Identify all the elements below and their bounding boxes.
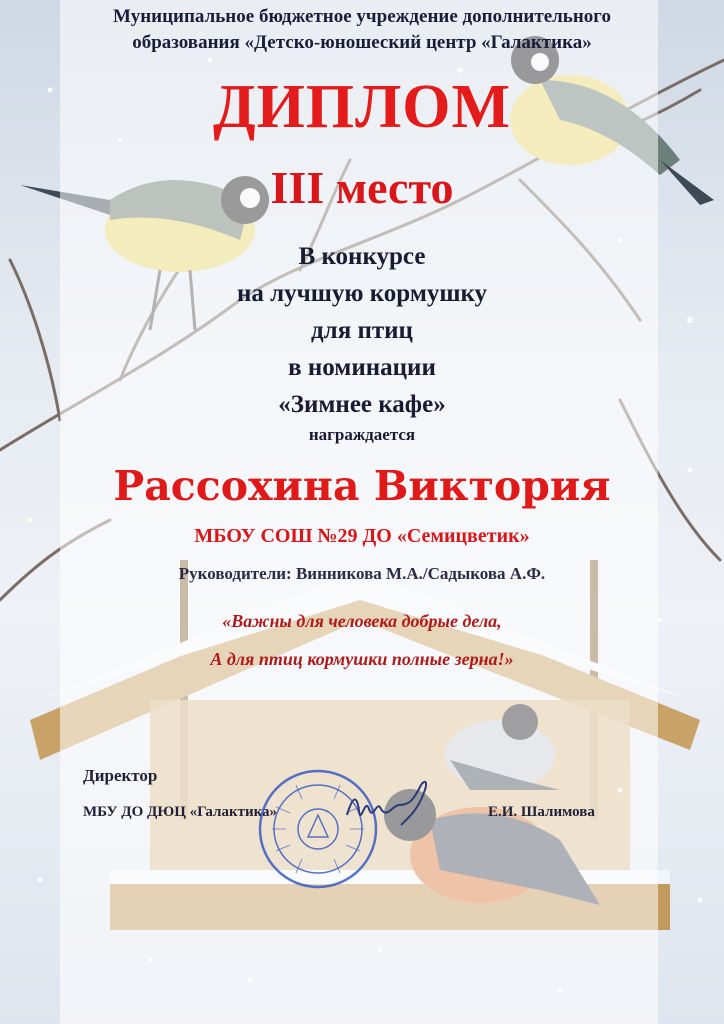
competition-line3: для птиц (311, 317, 413, 344)
awarded-label: награждается (308, 425, 416, 444)
supervisors: Руководители: Винникова М.А./Садыкова А.Ф. (178, 564, 546, 583)
recipient-name: Рассохина Виктория (113, 462, 611, 510)
competition-nomination: «Зимнее кафе» (278, 391, 446, 418)
quote-line1: «Важны для человека добрые дела, (222, 611, 502, 631)
competition-line4: в номинации (288, 354, 436, 381)
school-name: МБОУ СОШ №29 ДО «Семицветик» (194, 525, 530, 547)
director-role: Директор (83, 766, 158, 785)
organization-line2: образования «Детско-юношеский центр «Галактика» (132, 32, 592, 53)
quote (0, 602, 724, 678)
place-label: III место (270, 162, 454, 213)
competition-description (0, 238, 724, 423)
quote-line2: А для птиц кормушки полные зерна!» (210, 649, 514, 669)
competition-line1: В конкурсе (298, 243, 426, 270)
organization-header (0, 4, 724, 56)
organization-line1: Муниципальное бюджетное учреждение дополнительного (113, 6, 611, 27)
competition-line2: на лучшую кормушку (236, 280, 488, 307)
diploma-title: ДИПЛОМ (212, 73, 512, 141)
signature-icon (343, 775, 443, 835)
director-organization: МБУ ДО ДЮЦ «Галактика» (83, 804, 278, 820)
director-name: Е.И. Шалимова (488, 804, 595, 820)
